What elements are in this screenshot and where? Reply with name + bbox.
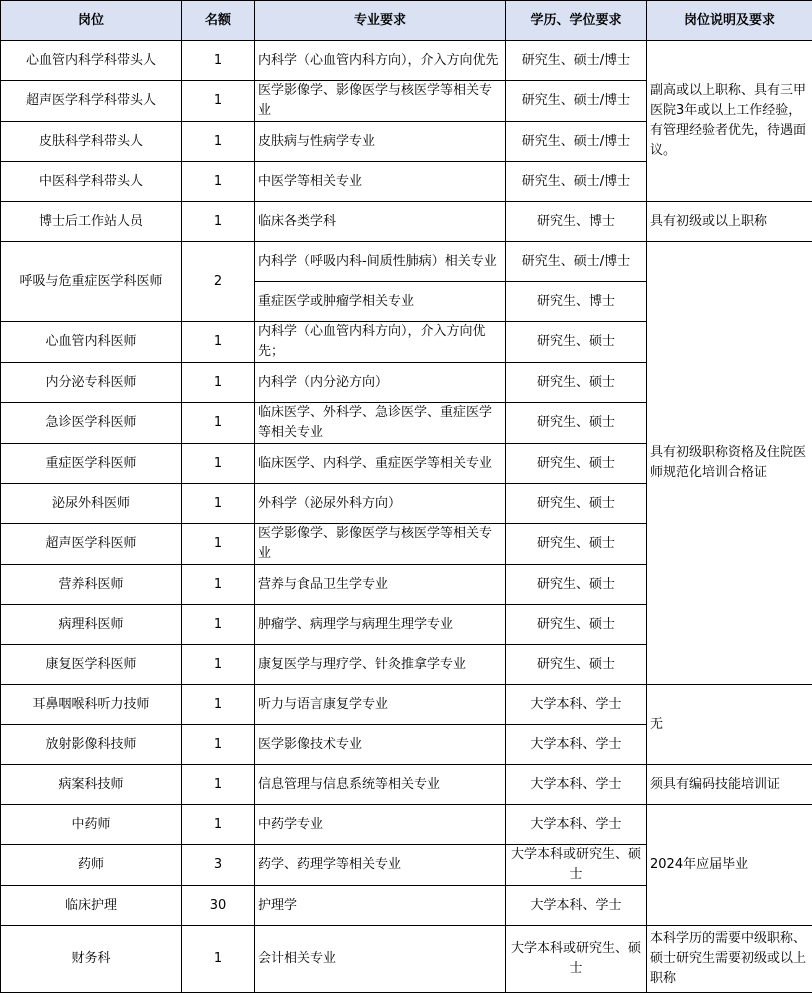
degree-cell: 研究生、硕士: [506, 322, 647, 363]
major-cell: 药学、药理学等相关专业: [255, 845, 506, 886]
major-cell: 信息管理与信息系统等相关专业: [255, 765, 506, 805]
count-cell: 2: [182, 242, 255, 322]
position-cell: 耳鼻咽喉科听力技师: [1, 685, 182, 725]
count-cell: 1: [182, 926, 255, 993]
count-cell: 1: [182, 725, 255, 765]
degree-cell: 大学本科、学士: [506, 886, 647, 926]
major-cell: 营养与食品卫生学专业: [255, 565, 506, 605]
count-cell: 1: [182, 765, 255, 805]
degree-cell: 大学本科或研究生、硕士: [506, 845, 647, 886]
position-cell: 超声医学科学科带头人: [1, 81, 182, 122]
table-row: [1, 805, 812, 845]
position-cell: 病案科技师: [1, 765, 182, 805]
degree-cell: 研究生、硕士: [506, 403, 647, 444]
degree-cell: 大学本科、学士: [506, 685, 647, 725]
notes-cell: 副高或以上职称、具有三甲医院3年或以上工作经验，有管理经验者优先，待遇面议。: [647, 41, 812, 202]
position-cell: 内分泌专科医师: [1, 363, 182, 403]
major-cell: 医学影像学、影像医学与核医学等相关专业: [255, 81, 506, 122]
position-cell: 病理科医师: [1, 605, 182, 645]
header-degree: 学历、学位要求: [506, 1, 647, 41]
position-cell: 急诊医学科医师: [1, 403, 182, 444]
major-cell: 医学影像学、影像医学与核医学等相关专业: [255, 524, 506, 565]
major-cell: 内科学（呼吸内科-间质性肺病）相关专业: [255, 242, 506, 282]
major-cell: 医学影像技术专业: [255, 725, 506, 765]
header-position: 岗位: [1, 1, 182, 41]
position-cell: 泌尿外科医师: [1, 484, 182, 524]
notes-cell: 须具有编码技能培训证: [647, 765, 812, 805]
degree-cell: 大学本科、学士: [506, 805, 647, 845]
count-cell: 1: [182, 685, 255, 725]
major-cell: 皮肤病与性病学专业: [255, 122, 506, 162]
degree-cell: 大学本科或研究生、硕士: [506, 926, 647, 993]
notes-cell: 本科学历的需要中级职称、硕士研究生需要初级或以上职称: [647, 926, 812, 993]
table-row: [1, 202, 812, 242]
count-cell: 1: [182, 122, 255, 162]
degree-cell: 研究生、硕士: [506, 484, 647, 524]
major-cell: 护理学: [255, 886, 506, 926]
position-cell: 营养科医师: [1, 565, 182, 605]
position-cell: 财务科: [1, 926, 182, 993]
degree-cell: 研究生、硕士: [506, 363, 647, 403]
count-cell: 1: [182, 524, 255, 565]
degree-cell: 研究生、硕士/博士: [506, 81, 647, 122]
degree-cell: 大学本科、学士: [506, 725, 647, 765]
major-cell: 内科学（心血管内科方向），介入方向优先: [255, 41, 506, 81]
header-major: 专业要求: [255, 1, 506, 41]
notes-cell: 2024年应届毕业: [647, 805, 812, 926]
major-cell: 临床医学、外科学、急诊医学、重症医学等相关专业: [255, 403, 506, 444]
major-cell: 会计相关专业: [255, 926, 506, 993]
major-cell: 中药学专业: [255, 805, 506, 845]
degree-cell: 研究生、硕士: [506, 565, 647, 605]
count-cell: 1: [182, 363, 255, 403]
position-cell: 放射影像科技师: [1, 725, 182, 765]
degree-cell: 研究生、硕士/博士: [506, 41, 647, 81]
table-row: [1, 242, 812, 282]
position-cell: 中药师: [1, 805, 182, 845]
major-cell: 肿瘤学、病理学与病理生理学专业: [255, 605, 506, 645]
major-cell: 听力与语言康复学专业: [255, 685, 506, 725]
count-cell: 1: [182, 81, 255, 122]
table-row: [1, 41, 812, 81]
position-cell: 心血管内科医师: [1, 322, 182, 363]
notes-cell: 无: [647, 685, 812, 765]
position-cell: 康复医学科医师: [1, 645, 182, 685]
degree-cell: 研究生、硕士: [506, 444, 647, 484]
count-cell: 1: [182, 805, 255, 845]
degree-cell: 研究生、硕士/博士: [506, 122, 647, 162]
count-cell: 1: [182, 565, 255, 605]
major-cell: 外科学（泌尿外科方向）: [255, 484, 506, 524]
position-cell: 心血管内科学科带头人: [1, 41, 182, 81]
count-cell: 1: [182, 322, 255, 363]
major-cell: 临床各类学科: [255, 202, 506, 242]
count-cell: 30: [182, 886, 255, 926]
position-cell: 药师: [1, 845, 182, 886]
major-cell: 重症医学或肿瘤学相关专业: [255, 282, 506, 322]
degree-cell: 大学本科、学士: [506, 765, 647, 805]
header-notes: 岗位说明及要求: [647, 1, 812, 41]
position-cell: 重症医学科医师: [1, 444, 182, 484]
position-cell: 呼吸与危重症医学科医师: [1, 242, 182, 322]
table-row: [1, 926, 812, 993]
degree-cell: 研究生、硕士: [506, 605, 647, 645]
position-cell: 超声医学科医师: [1, 524, 182, 565]
notes-cell: 具有初级职称资格及住院医师规范化培训合格证: [647, 242, 812, 685]
position-cell: 皮肤科学科带头人: [1, 122, 182, 162]
table-row: [1, 765, 812, 805]
table-header-row: [1, 1, 812, 41]
degree-cell: 研究生、博士: [506, 202, 647, 242]
major-cell: 内科学（心血管内科方向），介入方向优先；: [255, 322, 506, 363]
degree-cell: 研究生、硕士/博士: [506, 242, 647, 282]
degree-cell: 研究生、硕士: [506, 645, 647, 685]
major-cell: 内科学（内分泌方向）: [255, 363, 506, 403]
position-cell: 中医科学科带头人: [1, 162, 182, 202]
count-cell: 1: [182, 645, 255, 685]
major-cell: 中医学等相关专业: [255, 162, 506, 202]
position-cell: 博士后工作站人员: [1, 202, 182, 242]
major-cell: 临床医学、内科学、重症医学等相关专业: [255, 444, 506, 484]
degree-cell: 研究生、硕士/博士: [506, 162, 647, 202]
position-cell: 临床护理: [1, 886, 182, 926]
count-cell: 3: [182, 845, 255, 886]
degree-cell: 研究生、博士: [506, 282, 647, 322]
count-cell: 1: [182, 605, 255, 645]
count-cell: 1: [182, 484, 255, 524]
count-cell: 1: [182, 162, 255, 202]
table-row: [1, 685, 812, 725]
count-cell: 1: [182, 41, 255, 81]
count-cell: 1: [182, 444, 255, 484]
notes-cell: 具有初级或以上职称: [647, 202, 812, 242]
count-cell: 1: [182, 403, 255, 444]
header-count: 名额: [182, 1, 255, 41]
count-cell: 1: [182, 202, 255, 242]
degree-cell: 研究生、硕士: [506, 524, 647, 565]
major-cell: 康复医学与理疗学、针灸推拿学专业: [255, 645, 506, 685]
